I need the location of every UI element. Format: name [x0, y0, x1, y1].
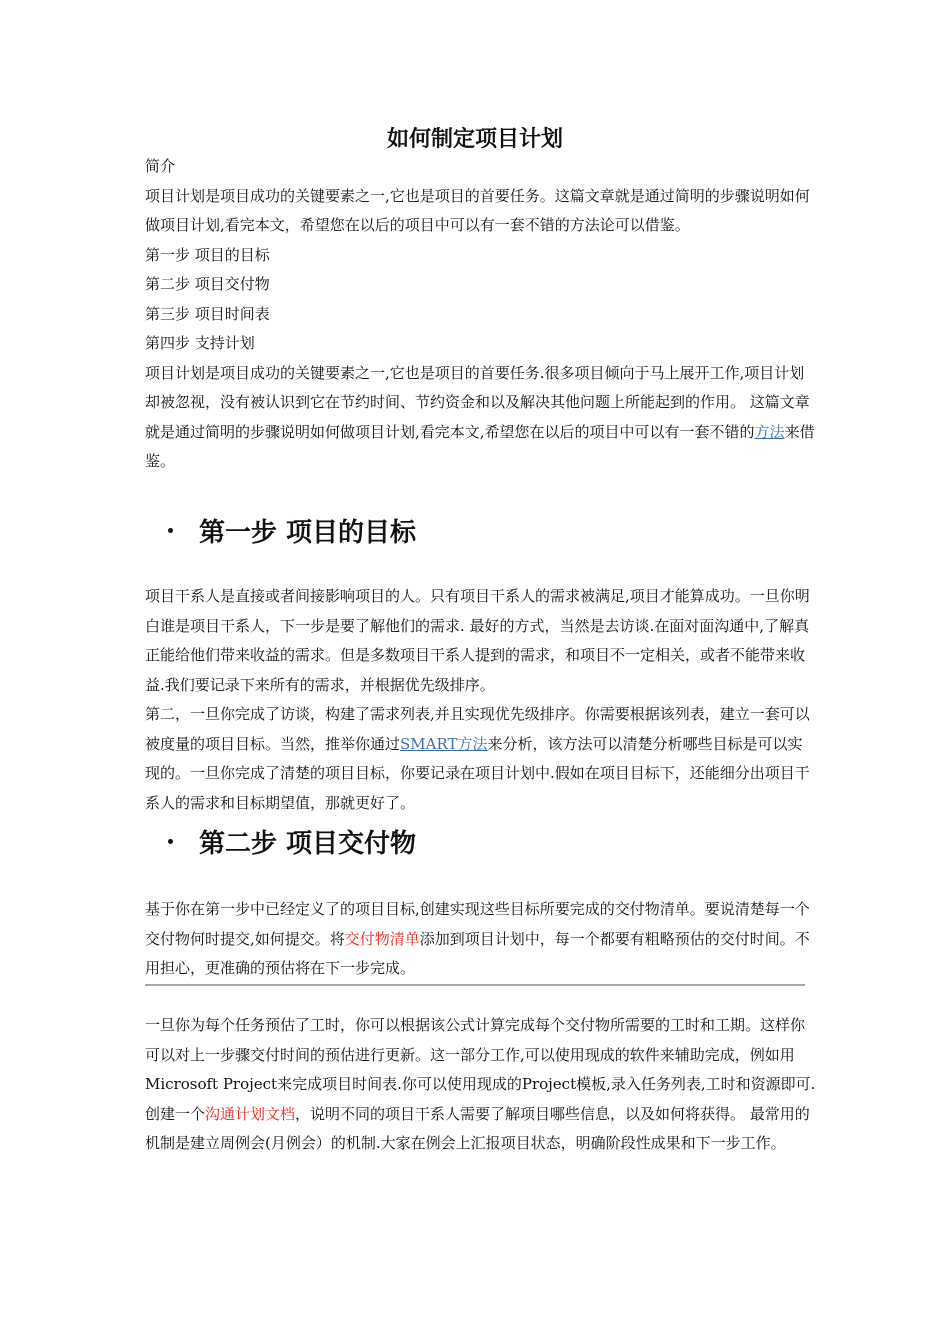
intro-paragraph: 项目计划是项目成功的关键要素之一,它也是项目的首要任务。这篇文章就是通过简明的步骤说明如何做项目计划,看完本文，希望您在以后的项目中可以有一套不错的方法论可以借鉴。	[145, 186, 810, 234]
summary-end: 来借鉴。	[145, 422, 815, 470]
communication-plan-text: 沟通计划文档	[205, 1104, 296, 1123]
section3-p2-end: ，说明不同的项目干系人需要了解项目哪些信息，以及如何将获得。 最常用的机制是建立周例会(月例会）的机制.大家在例会上汇报项目状态，明确阶段性成果和下一步工作。	[145, 1104, 810, 1152]
intro-block	[145, 152, 817, 477]
section3-paragraph-2	[145, 1100, 817, 1159]
summary-paragraph	[145, 359, 817, 477]
section1-heading-text: 第一步 项目的目标	[199, 518, 417, 548]
section3-p2-start: 创建一个	[145, 1104, 206, 1123]
section2-paragraph-1	[145, 895, 817, 984]
toc-item-1: 第一步 项目的目标	[145, 245, 270, 264]
section1-heading	[168, 512, 416, 549]
section1-p2-end: 来分析，该方法可以清楚分析哪些目标是可以实现的。一旦你完成了清楚的项目目标，你要记录在项目计划中.假如在项目目标下，还能细分出项目干系人的需求和目标期望值，那就更好了。	[145, 734, 810, 812]
toc-item-3: 第三步 项目时间表	[145, 304, 270, 323]
section1-p2-start: 第二，一旦你完成了访谈，构建了需求列表,并且实现优先级排序。你需要根据该列表，建立一套可以被度量的项目目标。当然，推举你通过	[145, 705, 810, 753]
section3-paragraph-1: 一旦你为每个任务预估了工时，你可以根据该公式计算完成每个交付物所需要的工时和工期。这样你可以对上一步骤交付时间的预估进行更新。这一部分工作,可以使用现成的软件来辅助完成，例如用Microsoft Project来完成项目时间表.你可以使用现成的Project模板,录入任务列表,工时和资源即可.	[145, 1016, 816, 1093]
section3-body	[145, 1011, 817, 1159]
section1-paragraph-1: 项目干系人是直接或者间接影响项目的人。只有项目干系人的需求被满足,项目才能算成功。一旦你明白谁是项目干系人，下一步是要了解他们的需求. 最好的方式，当然是去访谈.在面对面沟通中,了解真正能给他们带来收益的需求。但是多数项目干系人提到的需求，和项目不一定相关，或者不能带来收益.我们要记录下来所有的需求，并根据优先级排序。	[145, 587, 810, 694]
document-title: 如何制定项目计划	[386, 127, 563, 152]
toc-item-2: 第二步 项目交付物	[145, 275, 270, 293]
intro-label: 简介	[145, 157, 176, 175]
summary-text: 项目计划是项目成功的关键要素之一,它也是项目的首要任务.很多项目倾向于马上展开工作,项目计划却被忽视，没有被认识到它在节约时间、节约资金和以及解决其他问题上所能起到的作用。 这篇文章就是通过简明的步骤说明如何做项目计划,看完本文,希望您在以后的项目中可以有一套不错的	[145, 363, 810, 441]
section2-heading-text: 第二步 项目交付物	[199, 829, 417, 859]
method-link[interactable]: 方法	[754, 422, 785, 441]
deliverables-list-text: 交付物清单	[344, 929, 420, 948]
section2-heading	[168, 823, 416, 860]
section1-paragraph-2	[145, 700, 817, 818]
bullet-icon	[168, 839, 173, 844]
bullet-icon	[168, 528, 173, 533]
section2-body	[145, 895, 817, 984]
section2-p1-end: 添加到项目计划中，每一个都要有粗略预估的交付时间。不用担心，更准确的预估将在下一步完成。	[145, 929, 810, 977]
toc-item-4: 第四步 支持计划	[145, 334, 255, 352]
smart-method-link[interactable]: SMART方法	[400, 734, 488, 753]
divider	[145, 984, 805, 986]
section2-p1-start: 基于你在第一步中已经定义了的项目目标,创建实现这些目标所要完成的交付物清单。要说清楚每一个交付物何时提交,如何提交。将	[145, 900, 810, 948]
section1-body	[145, 582, 817, 818]
